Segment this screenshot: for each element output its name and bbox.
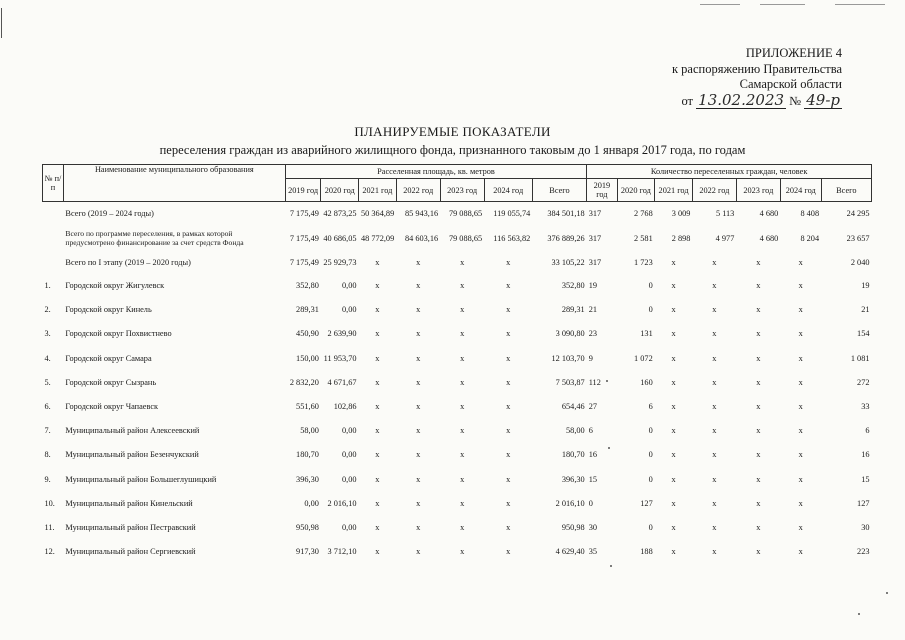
area-cell: x	[506, 329, 511, 339]
people-total-cell: 127	[857, 498, 870, 508]
people-cell: x	[671, 329, 676, 339]
header-area-group: Расселенная площадь, кв. метров	[285, 165, 586, 179]
people-cell: x	[798, 474, 803, 484]
header-people-year: 2020 год	[617, 179, 655, 202]
people-cell: x	[756, 329, 761, 339]
area-cell: x	[506, 258, 511, 267]
header-area-total: Всего	[532, 179, 586, 202]
area-total-cell: 7 503,87	[555, 377, 585, 387]
table-body	[43, 202, 872, 564]
people-total-cell: 33	[861, 402, 870, 412]
area-cell: 11 953,70	[323, 353, 357, 363]
area-cell: x	[375, 258, 380, 267]
appendix-heading: ПРИЛОЖЕНИЕ 4	[745, 46, 842, 60]
people-cell: 317	[588, 209, 602, 219]
row-number	[43, 202, 64, 226]
people-cell: x	[671, 426, 676, 436]
people-cell: x	[712, 402, 717, 412]
row-number: 5.	[44, 377, 51, 387]
people-cell: x	[712, 450, 717, 460]
people-cell: x	[712, 426, 717, 436]
table-row	[43, 274, 872, 298]
row-number: 10.	[44, 498, 55, 508]
area-total-cell: 654,46	[561, 402, 585, 412]
people-total-cell: 16	[861, 450, 870, 460]
scan-dash	[760, 4, 805, 5]
header-area-year: 2023 год	[440, 179, 484, 202]
row-number: 2.	[44, 305, 51, 315]
people-cell: x	[798, 402, 803, 412]
row-number: 7.	[44, 426, 51, 436]
row-municipality: Городской округ Сызрань	[65, 377, 157, 387]
table-row	[43, 394, 872, 418]
row-municipality: Городской округ Кинель	[65, 305, 152, 315]
people-total-cell: 23 657	[846, 234, 870, 243]
people-cell: 3 009	[671, 209, 691, 219]
area-cell: x	[375, 450, 380, 460]
people-cell: x	[712, 329, 717, 339]
area-cell: x	[416, 402, 421, 412]
row-municipality: Городской округ Самара	[65, 353, 152, 363]
header-people-year: 2021 год	[655, 179, 693, 202]
area-cell: x	[416, 474, 421, 484]
area-cell: 79 088,65	[448, 234, 483, 243]
area-cell: 2 016,10	[327, 498, 357, 508]
people-cell: x	[798, 353, 803, 363]
area-cell: x	[416, 547, 421, 557]
people-cell: 0	[648, 426, 653, 436]
people-cell: x	[712, 258, 717, 267]
row-number: 12.	[44, 547, 55, 557]
row-municipality: Всего (2019 – 2024 годы)	[65, 209, 154, 219]
area-total-cell: 33 105,22	[551, 258, 585, 267]
area-cell: 58,00	[300, 426, 319, 436]
people-total-cell: 15	[861, 474, 870, 484]
people-cell: 4 680	[759, 209, 779, 219]
area-cell: x	[375, 474, 380, 484]
area-cell: x	[416, 353, 421, 363]
scan-dash	[700, 4, 740, 5]
header-people-year: 2022 год	[692, 179, 736, 202]
area-cell: x	[416, 498, 421, 508]
scan-speck	[606, 380, 608, 382]
area-cell: x	[416, 450, 421, 460]
people-total-cell: 223	[857, 547, 870, 557]
area-cell: x	[506, 547, 511, 557]
people-total-cell: 21	[861, 305, 870, 315]
people-cell: 0	[648, 450, 653, 460]
area-cell: x	[460, 329, 465, 339]
people-cell: 27	[588, 402, 597, 412]
people-cell: 16	[588, 450, 597, 460]
area-cell: 50 364,89	[361, 209, 395, 219]
table-row	[43, 419, 872, 443]
header-people-total: Всего	[821, 179, 871, 202]
header-area-year: 2019 год	[285, 179, 321, 202]
people-cell: 19	[588, 281, 597, 291]
table-row	[43, 202, 872, 226]
area-cell: x	[506, 281, 511, 291]
appendix-block	[622, 46, 842, 109]
people-cell: x	[798, 258, 803, 267]
area-total-cell: 2 016,10	[555, 498, 585, 508]
people-cell: 0	[648, 305, 653, 315]
area-cell: 7 175,49	[289, 258, 319, 267]
people-cell: x	[756, 353, 761, 363]
area-cell: x	[460, 281, 465, 291]
area-cell: x	[460, 258, 465, 267]
area-cell: x	[460, 450, 465, 460]
area-cell: x	[375, 305, 380, 315]
row-number: 8.	[44, 450, 51, 460]
people-total-cell: 2 040	[850, 258, 870, 267]
area-cell: 0,00	[342, 522, 357, 532]
row-municipality: Городской округ Чапаевск	[65, 402, 159, 412]
row-municipality: Всего по программе переселения, в рамках которой предусмотрено финансирование за счет средств Фонда	[65, 229, 244, 247]
header-number: № п/п	[43, 165, 64, 202]
header-people-year: 2019 год	[587, 179, 617, 202]
people-cell: 6	[648, 402, 653, 412]
people-cell: 15	[588, 474, 597, 484]
area-cell: 0,00	[342, 426, 357, 436]
header-area-year: 2022 год	[396, 179, 440, 202]
area-cell: 551,60	[296, 402, 319, 412]
area-cell: x	[375, 402, 380, 412]
people-cell: x	[712, 474, 717, 484]
people-cell: x	[756, 474, 761, 484]
people-cell: 160	[640, 377, 653, 387]
area-cell: 25 929,73	[323, 258, 357, 267]
people-cell: 0	[648, 281, 653, 291]
row-municipality: Муниципальный район Пестравский	[65, 522, 196, 532]
area-cell: 4 671,67	[327, 377, 357, 387]
area-total-cell: 376 889,26	[547, 234, 585, 243]
area-cell: x	[506, 353, 511, 363]
people-cell: 4 977	[715, 234, 735, 243]
table-row	[43, 491, 872, 515]
scan-dash	[835, 4, 885, 5]
row-municipality: Муниципальный район Сергиевский	[65, 547, 196, 557]
people-total-cell: 154	[857, 329, 870, 339]
handwritten-date: 13.02.2023	[698, 90, 785, 109]
people-cell: x	[671, 450, 676, 460]
people-cell: 0	[588, 498, 593, 508]
row-municipality: Муниципальный район Кинельский	[65, 498, 193, 508]
people-cell: 30	[588, 522, 597, 532]
area-cell: 116 563,82	[493, 234, 531, 243]
area-cell: x	[460, 474, 465, 484]
people-cell: x	[798, 305, 803, 315]
area-cell: x	[460, 547, 465, 557]
area-cell: 48 772,09	[361, 234, 395, 243]
people-cell: x	[798, 547, 803, 557]
people-cell: x	[756, 547, 761, 557]
area-cell: x	[506, 474, 511, 484]
table-row	[43, 346, 872, 370]
area-cell: 102,86	[333, 402, 357, 412]
area-cell: 0,00	[342, 474, 357, 484]
people-cell: x	[712, 377, 717, 387]
scan-edge-mark	[1, 8, 2, 38]
people-cell: x	[756, 450, 761, 460]
area-total-cell: 58,00	[566, 426, 585, 436]
row-municipality: Всего по I этапу (2019 – 2020 годы)	[65, 258, 191, 267]
people-cell: x	[671, 402, 676, 412]
area-cell: x	[506, 305, 511, 315]
area-cell: x	[416, 329, 421, 339]
area-cell: 180,70	[296, 450, 319, 460]
table-row	[43, 322, 872, 346]
row-number: 11.	[44, 522, 55, 532]
people-total-cell: 6	[865, 426, 870, 436]
people-cell: x	[712, 547, 717, 557]
scan-speck	[608, 447, 610, 449]
people-cell: x	[756, 258, 761, 267]
area-cell: 352,80	[296, 281, 319, 291]
people-total-cell: 19	[861, 281, 870, 291]
area-cell: 3 712,10	[327, 547, 357, 557]
area-cell: x	[375, 353, 380, 363]
area-cell: x	[416, 522, 421, 532]
area-cell: x	[460, 498, 465, 508]
people-cell: 317	[588, 234, 602, 243]
row-municipality: Муниципальный район Алексеевский	[65, 426, 200, 436]
people-cell: 23	[588, 329, 597, 339]
row-municipality: Муниципальный район Безенчукский	[65, 450, 199, 460]
row-number: 3.	[44, 329, 51, 339]
header-area-year: 2020 год	[321, 179, 359, 202]
people-cell: x	[671, 522, 676, 532]
header-area-year: 2021 год	[359, 179, 397, 202]
area-cell: x	[375, 498, 380, 508]
area-total-cell: 12 103,70	[551, 353, 585, 363]
area-cell: x	[375, 281, 380, 291]
row-municipality: Городской округ Похвистнево	[65, 329, 172, 339]
area-cell: x	[375, 522, 380, 532]
people-cell: 112	[588, 377, 601, 387]
area-cell: 0,00	[342, 281, 357, 291]
people-total-cell: 30	[861, 522, 870, 532]
area-cell: x	[506, 450, 511, 460]
area-cell: 7 175,49	[289, 234, 319, 243]
area-total-cell: 950,98	[561, 522, 585, 532]
people-cell: 21	[588, 305, 597, 315]
people-total-cell: 1 081	[850, 353, 870, 363]
people-cell: 188	[640, 547, 653, 557]
area-cell: 85 943,16	[404, 209, 439, 219]
header-people-year: 2024 год	[780, 179, 821, 202]
people-cell: x	[671, 377, 676, 387]
area-cell: 0,00	[304, 498, 319, 508]
area-cell: x	[416, 426, 421, 436]
area-cell: 289,31	[296, 305, 319, 315]
area-cell: 396,30	[296, 474, 319, 484]
people-cell: x	[756, 522, 761, 532]
area-cell: 0,00	[342, 305, 357, 315]
area-cell: x	[416, 281, 421, 291]
appendix-date-line	[622, 90, 842, 110]
people-cell: x	[798, 426, 803, 436]
people-cell: 127	[640, 498, 653, 508]
area-cell: x	[375, 377, 380, 387]
table-row	[43, 298, 872, 322]
area-total-cell: 3 090,80	[555, 329, 585, 339]
people-cell: 8 408	[800, 209, 820, 219]
table-row	[43, 226, 872, 252]
people-cell: x	[671, 547, 676, 557]
table-row	[43, 467, 872, 491]
row-municipality: Городской округ Жигулевск	[65, 281, 165, 291]
people-cell: x	[798, 522, 803, 532]
table-row	[43, 443, 872, 467]
area-total-cell: 180,70	[561, 450, 585, 460]
people-cell: 131	[640, 329, 653, 339]
area-cell: x	[506, 498, 511, 508]
people-cell: x	[798, 377, 803, 387]
people-cell: x	[756, 305, 761, 315]
number-prefix: №	[789, 93, 802, 108]
scan-speck	[886, 592, 888, 594]
people-cell: x	[712, 305, 717, 315]
area-cell: x	[460, 426, 465, 436]
area-total-cell: 384 501,18	[547, 209, 585, 219]
row-number	[43, 226, 64, 252]
people-cell: x	[756, 377, 761, 387]
people-cell: x	[712, 353, 717, 363]
people-cell: x	[798, 498, 803, 508]
area-total-cell: 396,30	[561, 474, 585, 484]
area-cell: x	[375, 426, 380, 436]
people-cell: 1 723	[634, 258, 653, 267]
area-cell: 40 686,05	[323, 234, 357, 243]
area-cell: x	[506, 426, 511, 436]
area-total-cell: 289,31	[561, 305, 585, 315]
area-cell: 42 873,25	[323, 209, 357, 219]
row-number: 4.	[44, 353, 51, 363]
row-number	[43, 252, 64, 274]
header-people-year: 2023 год	[736, 179, 780, 202]
area-cell: x	[460, 402, 465, 412]
people-cell: 0	[648, 522, 653, 532]
scan-speck	[858, 613, 860, 615]
area-cell: 950,98	[296, 522, 319, 532]
people-cell: 8 204	[800, 234, 820, 243]
people-total-cell: 272	[857, 377, 870, 387]
area-cell: x	[460, 353, 465, 363]
people-cell: 2 768	[634, 209, 653, 219]
people-cell: 2 898	[671, 234, 691, 243]
people-cell: 5 113	[715, 209, 735, 219]
people-cell: x	[671, 498, 676, 508]
row-number: 9.	[44, 474, 51, 484]
date-prefix: от	[681, 93, 694, 108]
people-cell: x	[712, 498, 717, 508]
people-cell: x	[671, 258, 676, 267]
people-cell: x	[671, 305, 676, 315]
people-cell: x	[671, 474, 676, 484]
people-cell: x	[671, 281, 676, 291]
area-cell: 119 055,74	[493, 209, 531, 219]
people-total-cell: 24 295	[846, 209, 870, 219]
area-cell: 2 639,90	[327, 329, 357, 339]
people-cell: x	[712, 281, 717, 291]
people-cell: x	[798, 329, 803, 339]
people-cell: 0	[648, 474, 653, 484]
area-cell: x	[416, 258, 421, 267]
area-cell: 150,00	[296, 353, 319, 363]
appendix-line: Самарской области	[739, 77, 842, 91]
people-cell: 9	[588, 353, 593, 363]
area-cell: x	[375, 547, 380, 557]
table-row	[43, 515, 872, 539]
area-cell: x	[506, 522, 511, 532]
people-cell: x	[756, 426, 761, 436]
area-cell: 917,30	[296, 547, 319, 557]
row-number: 1.	[44, 281, 51, 291]
table-row	[43, 370, 872, 394]
document-subtitle: переселения граждан из аварийного жилищного фонда, признанного таковым до 1 января 2017 года, по годам	[159, 143, 746, 157]
people-cell: x	[798, 281, 803, 291]
area-cell: x	[460, 522, 465, 532]
people-cell: x	[756, 402, 761, 412]
area-cell: x	[416, 377, 421, 387]
area-cell: x	[506, 402, 511, 412]
header-municipality: Наименование муниципального образования	[63, 165, 285, 202]
people-cell: 1 072	[634, 353, 653, 363]
document-title: ПЛАНИРУЕМЫЕ ПОКАЗАТЕЛИ	[354, 124, 551, 139]
table-row	[43, 252, 872, 274]
people-cell: x	[671, 353, 676, 363]
area-cell: 7 175,49	[289, 209, 319, 219]
people-cell: x	[712, 522, 717, 532]
indicators-table	[42, 164, 872, 564]
people-cell: 2 581	[634, 234, 653, 243]
people-cell: 4 680	[759, 234, 779, 243]
scan-speck	[610, 565, 612, 567]
people-cell: 317	[588, 258, 602, 267]
header-area-year: 2024 год	[484, 179, 532, 202]
area-cell: x	[460, 305, 465, 315]
people-cell: 35	[588, 547, 597, 557]
area-cell: 0,00	[342, 450, 357, 460]
area-cell: 450,90	[296, 329, 319, 339]
area-total-cell: 352,80	[561, 281, 585, 291]
area-cell: x	[375, 329, 380, 339]
people-cell: 6	[588, 426, 593, 436]
handwritten-number: 49-р	[806, 90, 840, 109]
area-cell: 84 603,16	[404, 234, 439, 243]
people-cell: x	[798, 450, 803, 460]
area-cell: x	[460, 377, 465, 387]
area-cell: 79 088,65	[448, 209, 483, 219]
area-cell: 2 832,20	[289, 377, 319, 387]
area-cell: x	[416, 305, 421, 315]
table-row	[43, 540, 872, 564]
people-cell: x	[756, 281, 761, 291]
row-municipality: Муниципальный район Большеглушицкий	[65, 474, 217, 484]
people-cell: x	[756, 498, 761, 508]
appendix-line: к распоряжению Правительства	[671, 61, 842, 76]
header-people-group: Количество переселенных граждан, человек	[587, 165, 872, 179]
area-total-cell: 4 629,40	[555, 547, 585, 557]
row-number: 6.	[44, 402, 51, 412]
area-cell: x	[506, 377, 511, 387]
